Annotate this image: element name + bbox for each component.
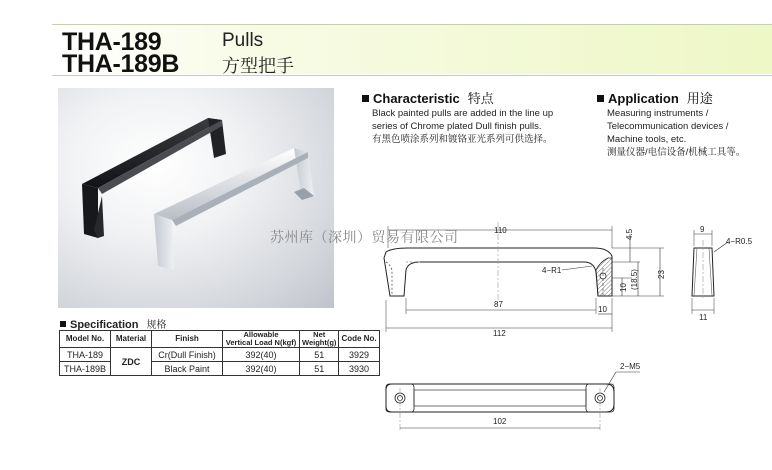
dim-r05: 4−R0.5 [726,237,753,246]
dim-end: 10 [598,305,607,314]
header-weight-line: Weight(g) [302,338,337,347]
header-material: Material [111,331,152,348]
application-line: Machine tools, etc. [607,134,687,145]
top-view [386,362,641,432]
header-load-line: Allowable [243,330,279,339]
product-type: Pulls [222,30,264,51]
header-load-line: Vertical Load N(kgf) [225,338,297,347]
dim-side-width: 9 [700,225,705,234]
dim-top: 110 [494,226,507,235]
cell-code: 3930 [339,362,379,376]
dim-hole-label: 2−M5 [620,362,641,371]
characteristic-line-cn: 有黑色喷涂系列和镀铬亚光系列可供选择。 [372,134,553,145]
specification-title: Specification [70,319,139,331]
header-model-no: Model No. [60,331,111,348]
dim-side-base: 11 [699,313,708,322]
cell-material: ZDC [111,348,152,376]
product-type-cn: 方型把手 [222,56,294,76]
characteristic-title-cn: 特点 [467,91,494,106]
cell-weight: 51 [300,348,339,362]
cell-model: THA-189B [60,362,111,376]
dim-r1: 4−R1 [542,266,562,275]
dim-thick: 4.5 [625,228,634,240]
cell-finish: Cr(Dull Finish) [152,348,223,362]
application-title-cn: 用途 [686,91,713,106]
dim-overall: 112 [493,329,506,338]
cell-code: 3929 [339,348,379,362]
application-line-cn: 测量仪器/电信设备/机械工具等。 [607,147,746,158]
characteristic-title: Characteristic [373,91,460,106]
cell-finish: Black Paint [152,362,223,376]
application-title: Application [608,91,679,106]
application-line: Measuring instruments / [607,108,709,119]
header-code-no: Code No. [339,331,379,348]
dim-hole-pitch: 102 [493,417,507,426]
cell-load: 392(40) [223,362,300,376]
cell-weight: 51 [300,362,339,376]
header-weight-line: Net [313,330,326,339]
header-finish: Finish [152,331,223,348]
model-number-1: THA-189 [62,28,162,56]
side-view [692,225,753,322]
cell-model: THA-189 [60,348,111,362]
specification-title-cn: 规格 [146,320,167,331]
dim-span: 87 [494,300,503,309]
characteristic-line: series of Chrome plated Dull finish pulls. [372,121,542,132]
application-line: Telecommunication devices / [607,121,729,132]
characteristic-line: Black painted pulls are added in the line up [372,108,554,119]
dim-inner: (18.5) [630,269,639,290]
dim-height: 23 [657,270,666,279]
cell-load: 392(40) [223,348,300,362]
model-number-2: THA-189B [62,50,180,78]
dim-leg: 10 [619,283,628,292]
watermark: 苏州库（深圳）贸易有限公司 [270,229,459,245]
